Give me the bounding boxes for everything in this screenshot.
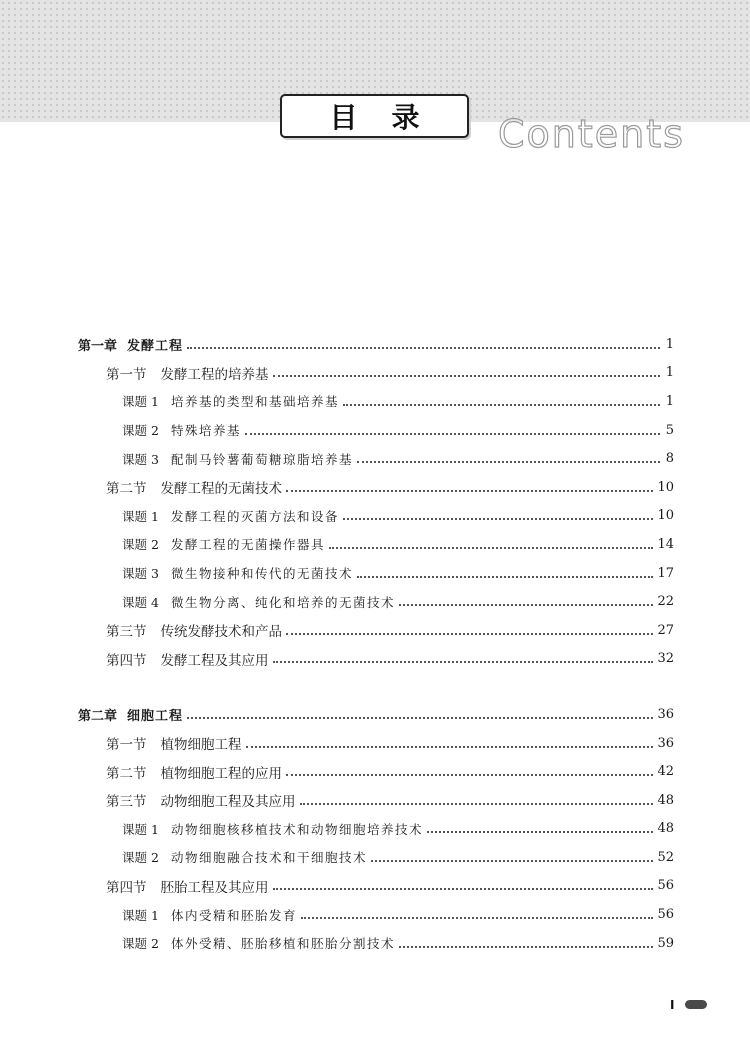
section-entry[interactable]	[0, 473, 750, 502]
section-page-number: 48	[657, 792, 674, 808]
chapter-entry[interactable]	[0, 330, 750, 359]
section-number: 第四节	[106, 879, 147, 896]
section-page-number: 42	[657, 764, 674, 780]
section-number: 第三节	[106, 624, 147, 641]
section-entry[interactable]	[0, 645, 750, 674]
section-page-number: 32	[657, 651, 674, 667]
dot-leader	[357, 460, 660, 463]
topic-entry[interactable]	[0, 559, 750, 588]
page-title: 目录	[329, 101, 454, 134]
topic-label	[122, 564, 353, 582]
dot-leader	[273, 660, 654, 663]
topic-label	[122, 421, 241, 439]
topic-label	[122, 392, 339, 410]
topic-label	[122, 450, 353, 468]
topic-entry[interactable]	[0, 815, 750, 844]
section-title: 发酵工程的培养基	[160, 366, 269, 383]
section-number: 第一节	[106, 737, 147, 754]
topic-number: 课题 1	[122, 394, 159, 410]
section-title: 发酵工程的无菌技术	[160, 481, 282, 498]
footer-page-number: I	[670, 998, 675, 1012]
topic-page-number: 14	[657, 536, 674, 552]
chapter-label	[78, 335, 183, 354]
chapter-title: 发酵工程	[127, 338, 184, 354]
topic-number: 课题 2	[122, 423, 159, 439]
toc-title-box	[280, 94, 469, 138]
dot-leader	[187, 716, 653, 719]
topic-title: 发酵工程的无菌操作器具	[170, 537, 325, 553]
chapter-block	[0, 700, 750, 957]
topic-page-number: 56	[657, 907, 674, 923]
section-entry[interactable]	[0, 786, 750, 815]
dot-leader	[343, 517, 654, 520]
topic-page-number: 48	[657, 821, 674, 837]
section-entry[interactable]	[0, 359, 750, 388]
topic-number: 课题 1	[122, 508, 159, 524]
topic-page-number: 1	[665, 393, 674, 409]
topic-label	[122, 507, 339, 525]
section-page-number: 27	[657, 622, 674, 638]
dot-leader	[286, 489, 653, 492]
section-entry[interactable]	[0, 872, 750, 901]
topic-label	[122, 848, 367, 866]
section-entry[interactable]	[0, 729, 750, 758]
dot-leader	[371, 859, 654, 862]
section-label	[106, 790, 296, 810]
section-title: 植物细胞工程	[160, 737, 242, 754]
topic-title: 配制马铃薯葡萄糖琼脂培养基	[170, 451, 353, 467]
section-title: 传统发酵技术和产品	[160, 624, 282, 641]
topic-number: 课题 1	[122, 907, 159, 923]
section-page-number: 36	[657, 735, 674, 751]
chapter-page-number: 36	[657, 706, 674, 722]
section-label	[106, 649, 269, 669]
topic-label	[122, 593, 395, 611]
dot-leader	[187, 346, 660, 349]
topic-page-number: 17	[657, 565, 674, 581]
topic-entry[interactable]	[0, 416, 750, 445]
topic-page-number: 5	[665, 422, 674, 438]
topic-entry[interactable]	[0, 843, 750, 872]
chapter-label	[78, 705, 183, 724]
topic-title: 发酵工程的灭菌方法和设备	[170, 508, 339, 524]
section-entry[interactable]	[0, 757, 750, 786]
topic-number: 课题 3	[122, 451, 159, 467]
topic-entry[interactable]	[0, 502, 750, 531]
topic-title: 体内受精和胚胎发育	[170, 907, 297, 923]
topic-entry[interactable]	[0, 444, 750, 473]
topic-label	[122, 535, 325, 553]
topic-entry[interactable]	[0, 387, 750, 416]
dot-leader	[273, 374, 661, 377]
dot-leader	[399, 603, 654, 606]
chapter-title: 细胞工程	[127, 708, 184, 724]
topic-title: 体外受精、胚胎移植和胚胎分割技术	[170, 936, 395, 952]
dot-leader	[286, 773, 653, 776]
dot-leader	[286, 632, 653, 635]
section-label	[106, 876, 269, 896]
topic-page-number: 8	[665, 451, 674, 467]
topic-title: 微生物分离、纯化和培养的无菌技术	[170, 594, 395, 610]
topic-number: 课题 2	[122, 936, 159, 952]
topic-title: 动物细胞核移植技术和动物细胞培养技术	[170, 821, 423, 837]
topic-page-number: 52	[657, 849, 674, 865]
topic-number: 课题 3	[122, 566, 159, 582]
dot-leader	[301, 916, 654, 919]
contents-decorative-word: Contents	[498, 112, 685, 156]
topic-title: 特殊培养基	[170, 423, 241, 439]
section-label	[106, 477, 282, 497]
dot-leader	[399, 945, 654, 948]
topic-entry[interactable]	[0, 929, 750, 958]
topic-title: 微生物接种和传代的无菌技术	[170, 566, 353, 582]
topic-entry[interactable]	[0, 900, 750, 929]
section-label	[106, 620, 282, 640]
chapter-number: 第一章	[78, 338, 118, 354]
chapter-page-number: 1	[665, 336, 674, 352]
topic-number: 课题 1	[122, 821, 159, 837]
dot-leader	[329, 546, 654, 549]
topic-number: 课题 2	[122, 537, 159, 553]
section-number: 第四节	[106, 652, 147, 669]
topic-page-number: 10	[657, 508, 674, 524]
section-label	[106, 762, 282, 782]
section-title: 胚胎工程及其应用	[160, 879, 269, 896]
topic-number: 课题 2	[122, 850, 159, 866]
section-page-number: 10	[657, 479, 674, 495]
dot-leader	[246, 745, 654, 748]
section-number: 第二节	[106, 765, 147, 782]
dot-leader	[343, 403, 660, 406]
dot-leader	[245, 432, 660, 435]
topic-entry[interactable]	[0, 587, 750, 616]
topic-title: 培养基的类型和基础培养基	[170, 394, 339, 410]
section-label	[106, 363, 269, 383]
section-label	[106, 733, 242, 753]
topic-page-number: 22	[657, 594, 674, 610]
dot-leader	[300, 802, 654, 805]
dot-leader	[427, 830, 654, 833]
dot-leader	[357, 575, 654, 578]
topic-label	[122, 906, 297, 924]
topic-title: 动物细胞融合技术和干细胞技术	[170, 850, 367, 866]
chapter-block	[0, 330, 750, 673]
section-page-number: 56	[657, 878, 674, 894]
chapter-number: 第二章	[78, 708, 118, 724]
footer-tab-decoration	[685, 1000, 707, 1009]
section-title: 动物细胞工程及其应用	[160, 794, 296, 811]
topic-label	[122, 820, 423, 838]
section-number: 第一节	[106, 366, 147, 383]
dot-leader	[273, 887, 654, 890]
topic-entry[interactable]	[0, 530, 750, 559]
section-page-number: 1	[665, 365, 674, 381]
topic-page-number: 59	[657, 935, 674, 951]
section-title: 植物细胞工程的应用	[160, 765, 282, 782]
section-title: 发酵工程及其应用	[160, 652, 269, 669]
table-of-contents	[0, 330, 750, 984]
topic-label	[122, 934, 395, 952]
section-entry[interactable]	[0, 616, 750, 645]
section-number: 第二节	[106, 481, 147, 498]
section-number: 第三节	[106, 794, 147, 811]
topic-number: 课题 4	[122, 594, 159, 610]
chapter-entry[interactable]	[0, 700, 750, 729]
